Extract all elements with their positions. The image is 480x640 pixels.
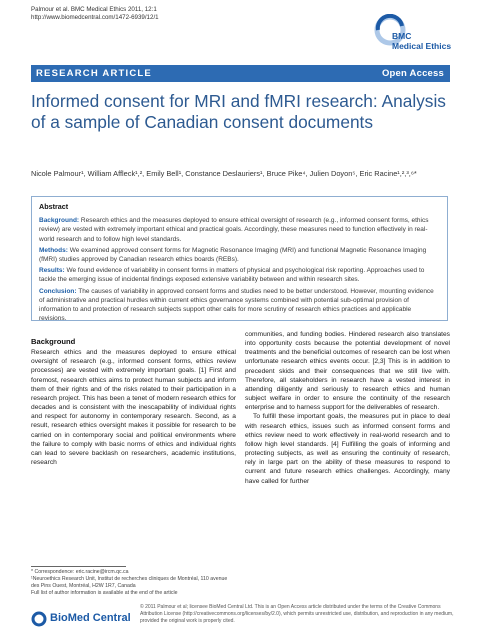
license-text: © 2011 Palmour et al; licensee BioMed Central Ltd. This is an Open Access article distributed under the terms of the Creative Commons Attribution License (http://creativecommons.org/licenses/by/2.0), which permits unrestricted use, distribution, and reproduction in any medium, provided the original work is properly cited.: [140, 604, 454, 624]
open-access-label: Open Access: [381, 68, 444, 79]
abstract-box: [31, 196, 448, 321]
running-head: [31, 6, 159, 22]
author-list: Nicole Palmour¹, William Affleck¹,², Emily Bell¹, Constance Deslauriers¹, Bruce Pike⁴, Julien Doyon⁵, Eric Racine¹,²,³,⁶*: [31, 169, 417, 178]
logo-bmc-text: BMC: [392, 31, 412, 41]
abstract-background: Background: Research ethics and the measures deployed to ensure ethical oversight of research (e.g., informed consent forms, ethics review) are vested with extremely important ethical and practical goals. Accordingly, these measures need to function effectively in real-world research and to follow high level standards.: [39, 217, 429, 243]
logo-journal-text: Medical Ethics: [392, 40, 452, 51]
article-type-label: RESEARCH ARTICLE: [36, 68, 152, 79]
affiliation-note: ¹Neuroethics Research Unit, Institut de recherches cliniques de Montréal, 110 avenue des Pins Ouest, Montréal, H2W 1R7, Canada: [31, 576, 228, 589]
background-heading: Background: [31, 337, 76, 346]
article-type-banner: [31, 65, 450, 82]
article-url-link[interactable]: http://www.biomedcentral.com/1472-6939/12/1: [31, 14, 159, 21]
abstract-heading: Abstract: [39, 202, 69, 211]
body-paragraph: communities, and funding bodies. Hindered research also translates into opportunity costs because the potential development of novel treatments and the beneficial outcomes of research can be lost when unfortunate research ethics events occur. [2,3] This is in addition to precedent skids and their consequences that we still live with. Therefore, all stakeholders in research have a vested interest in attending diligently and seriously to research ethics and human subject welfare in order to ensure the continuity of the research enterprise and to harness support for the deliverables of research.: [245, 331, 450, 412]
abstract-conclusion: Conclusion: The causes of variability in approved consent forms and studies need to be better understood. However, mounting evidence of administrative and practical hurdles within current ethics governance systems combined with potential sub-optimal provision of information to and protection of research subjects support other calls for more scrutiny of research ethics practices and applicable revisions.: [39, 287, 434, 323]
abstract-results: Results: We found evidence of variability in consent forms in matters of physical and psychological risk reporting. Approaches used to tackle the emerging issue of incidental findings exposed extensive variability between and within research sites.: [39, 267, 425, 284]
footnote-divider: [31, 566, 126, 567]
body-paragraph: Research ethics and the measures deployed to ensure ethical oversight of research (e.g., informed consent forms, ethics review processes) are vested with extremely important goals. [1] First and foremost, research ethics aims to protect human subjects and inform them of their rights and of the risks related to their participation in a research project. This has been a tenet of modern research ethics for decades and is consistent with the inescapability of individual rights and respect for autonomy in contemporary research. Second, as a result, research ethics oversight makes it possible for research to be carried on in contemporary social and political environments where the failure to comply with basic norms of ethics and individual rights can lead to severe backlash on researchers, academic institutions, research: [31, 349, 236, 467]
body-paragraph: To fulfill these important goals, the measures put in place to deal with research ethics, issues such as informed consent forms and ethics review need to work effectively in real-world research and to follow high level standards. [4] Fulfilling the goals of informing and protecting subjects, as well as ensuring the continuity of research, rely in large part on the ability of these measures to respond to current and future research ethics challenges. Accordingly, many have called for further: [245, 413, 450, 485]
citation-line: Palmour et al. BMC Medical Ethics 2011, 12:1: [31, 6, 157, 13]
biomed-central-swirl-icon: [31, 611, 47, 627]
journal-logo[interactable]: [368, 14, 454, 58]
author-info-note: Full list of author information is available at the end of the article: [31, 590, 178, 596]
article-title: Informed consent for MRI and fMRI research: Analysis of a sample of Canadian consent documents: [31, 91, 446, 132]
publisher-logo-text: BioMed Central: [50, 612, 131, 624]
correspondence-note: * Correspondence: eric.racine@ircm.qc.ca: [31, 569, 129, 575]
biomed-central-logo[interactable]: [31, 610, 131, 628]
footnotes: [31, 569, 236, 597]
body-column-right: [245, 330, 450, 486]
body-column-left: [31, 337, 236, 467]
abstract-methods: Methods: We examined approved consent forms for Magnetic Resonance Imaging (MRI) and functional Magnetic Resonance Imaging (fMRI) studies approved by Canadian research ethics boards (REBs).: [39, 246, 427, 264]
